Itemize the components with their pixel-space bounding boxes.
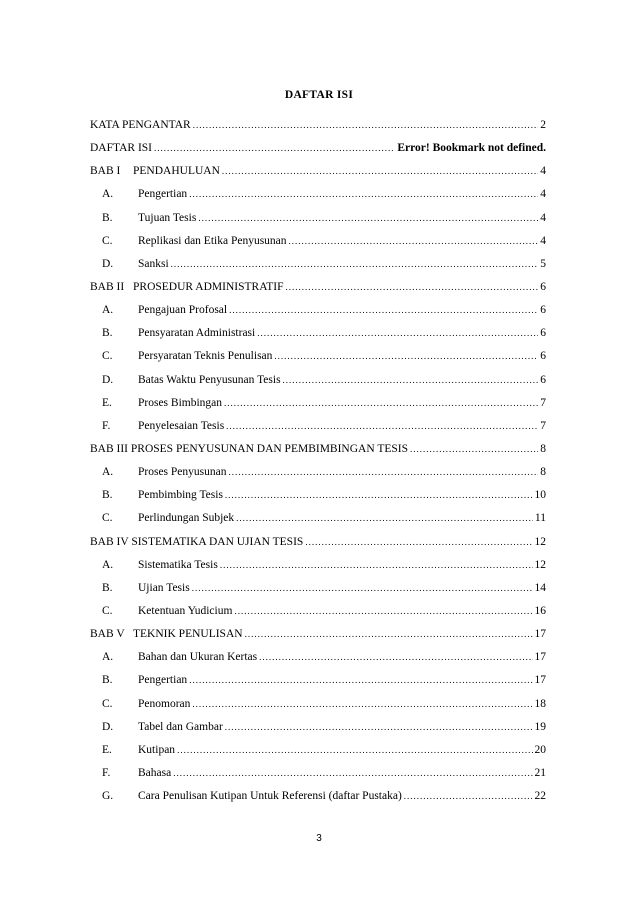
toc-entry-page: 6: [540, 327, 546, 340]
toc-entry-label: KATA PENGANTAR: [90, 119, 191, 131]
toc-entry-number: C.: [102, 350, 113, 363]
dot-leader: [189, 669, 532, 692]
toc-entry-number: BAB I: [90, 165, 121, 178]
toc-entry-label: BAB III PROSES PENYUSUNAN DAN PEMBIMBINGAN TESIS: [90, 442, 408, 455]
toc-entry-label: Tabel dan Gambar: [138, 720, 223, 733]
dot-leader: [220, 554, 533, 577]
toc-entry[interactable]: [90, 114, 546, 137]
toc-entry[interactable]: [90, 369, 546, 392]
dot-leader: [285, 276, 538, 299]
toc-entry-label: Pensyaratan Administrasi: [138, 327, 256, 340]
toc-entry-page: 6: [540, 373, 546, 386]
dot-leader: [154, 137, 395, 160]
toc-entry-page: 4: [540, 188, 546, 201]
toc-entry-label: Replikasi dan Etika Penyusunan: [138, 234, 287, 247]
toc-entry-label: TEKNIK PENULISAN: [133, 628, 243, 641]
toc-entry-page: 19: [534, 720, 546, 733]
toc-entry-number: C.: [102, 697, 113, 710]
toc-entry[interactable]: [90, 623, 546, 646]
toc-entry-label: Sistematika Tesis: [138, 558, 218, 571]
toc-entry-page: 4: [540, 234, 546, 247]
toc-entry-number: A.: [102, 558, 114, 571]
dot-leader: [173, 762, 532, 785]
toc-entry-number: A.: [102, 188, 114, 201]
dot-leader: [410, 438, 538, 461]
toc-entry-page: 8: [540, 442, 546, 455]
table-of-contents: [90, 114, 546, 808]
toc-entry-label: Proses Penyusunan: [138, 466, 227, 479]
toc-entry[interactable]: [90, 507, 546, 530]
toc-entry-label: PROSEDUR ADMINISTRATIF: [133, 280, 284, 293]
toc-entry[interactable]: [90, 646, 546, 669]
toc-entry-label: DAFTAR ISI: [90, 142, 153, 155]
toc-entry-number: G.: [102, 790, 114, 803]
dot-leader: [229, 461, 539, 484]
toc-entry-label: Ujian Tesis: [138, 581, 190, 594]
toc-entry-number: BAB V: [90, 628, 125, 641]
toc-entry[interactable]: [90, 415, 546, 438]
toc-entry-number: D.: [102, 720, 114, 733]
dot-leader: [189, 183, 538, 206]
toc-entry-number: B.: [102, 327, 113, 340]
toc-entry-page: 22: [534, 790, 546, 803]
dot-leader: [225, 484, 533, 507]
dot-leader: [236, 507, 533, 530]
toc-entry-label: Pengertian: [138, 674, 188, 687]
toc-entry-page: 6: [540, 350, 546, 363]
toc-entry-page: 12: [534, 535, 546, 548]
toc-entry[interactable]: [90, 230, 546, 253]
toc-entry[interactable]: [90, 669, 546, 692]
dot-leader: [229, 299, 538, 322]
toc-entry[interactable]: [90, 322, 546, 345]
toc-entry-label: Kutipan: [138, 743, 176, 756]
toc-entry-label: Persyaratan Teknis Penulisan: [138, 350, 273, 363]
dot-leader: [283, 369, 539, 392]
dot-leader: [198, 207, 538, 230]
toc-entry-label: Proses Bimbingan: [138, 396, 223, 409]
toc-entry-number: C.: [102, 512, 113, 525]
toc-entry-number: D.: [102, 373, 114, 386]
toc-entry-page: 17: [534, 628, 546, 641]
toc-entry-page: Error! Bookmark not defined.: [397, 142, 546, 155]
toc-entry[interactable]: [90, 693, 546, 716]
toc-entry-label: Penyelesaian Tesis: [138, 419, 225, 432]
toc-entry[interactable]: [90, 160, 546, 183]
toc-entry-label: Bahasa: [138, 766, 172, 779]
dot-leader: [192, 577, 533, 600]
toc-entry[interactable]: [90, 253, 546, 276]
toc-entry[interactable]: [90, 762, 546, 785]
page-number: 3: [316, 833, 322, 844]
dot-leader: [259, 646, 532, 669]
toc-entry[interactable]: [90, 183, 546, 206]
toc-entry-page: 17: [534, 674, 546, 687]
toc-entry-page: 6: [540, 280, 546, 293]
toc-entry-page: 4: [540, 165, 546, 178]
dot-leader: [305, 531, 532, 554]
toc-entry-label: Perlindungan Subjek: [138, 512, 235, 525]
toc-entry-page: 21: [534, 766, 546, 779]
toc-entry-number: B.: [102, 489, 113, 502]
dot-leader: [193, 114, 539, 137]
toc-entry[interactable]: [90, 785, 546, 808]
dot-leader: [192, 693, 532, 716]
toc-entry-label: Tujuan Tesis: [138, 211, 197, 224]
toc-entry-label: BAB IV SISTEMATIKA DAN UJIAN TESIS: [90, 535, 304, 548]
toc-entry-page: 4: [540, 211, 546, 224]
toc-entry-number: E.: [102, 743, 112, 756]
toc-entry-page: 7: [540, 396, 546, 409]
dot-leader: [234, 600, 532, 623]
toc-entry-label: Ketentuan Yudicium: [138, 604, 233, 617]
toc-entry[interactable]: [90, 554, 546, 577]
toc-entry-page: 16: [534, 604, 546, 617]
toc-entry-number: B.: [102, 674, 113, 687]
toc-entry[interactable]: [90, 207, 546, 230]
toc-entry-number: F.: [102, 419, 111, 432]
toc-entry-page: 17: [534, 651, 546, 664]
toc-entry-number: C.: [102, 604, 113, 617]
toc-entry-number: A.: [102, 304, 114, 317]
dot-leader: [224, 392, 538, 415]
toc-entry[interactable]: [90, 577, 546, 600]
toc-entry-page: 20: [534, 743, 546, 756]
toc-entry-label: Batas Waktu Penyusunan Tesis: [138, 373, 281, 386]
toc-entry[interactable]: [90, 438, 546, 461]
toc-entry-number: BAB II: [90, 280, 125, 293]
toc-entry[interactable]: [90, 299, 546, 322]
dot-leader: [289, 230, 539, 253]
toc-entry-page: 5: [540, 257, 546, 270]
toc-entry-label: PENDAHULUAN: [133, 165, 220, 178]
toc-entry[interactable]: [90, 484, 546, 507]
toc-entry-page: 14: [534, 581, 546, 594]
toc-entry-label: Pengajuan Profosal: [138, 304, 228, 317]
dot-leader: [245, 623, 533, 646]
toc-entry-number: A.: [102, 651, 114, 664]
toc-entry-label: Pengertian: [138, 188, 188, 201]
dot-leader: [225, 716, 533, 739]
toc-entry-number: F.: [102, 766, 111, 779]
toc-entry[interactable]: [90, 345, 546, 368]
toc-entry-label: Penomoran: [138, 697, 191, 710]
toc-entry[interactable]: [90, 739, 546, 762]
toc-entry-number: B.: [102, 211, 113, 224]
toc-entry-label: Bahan dan Ukuran Kertas: [138, 651, 258, 664]
dot-leader: [177, 739, 532, 762]
dot-leader: [222, 160, 538, 183]
dot-leader: [171, 253, 539, 276]
toc-entry[interactable]: [90, 600, 546, 623]
toc-entry-page: 6: [540, 304, 546, 317]
toc-entry[interactable]: [90, 392, 546, 415]
toc-entry-page: 2: [540, 119, 546, 131]
toc-entry-page: 18: [534, 697, 546, 710]
toc-entry-label: Cara Penulisan Kutipan Untuk Referensi (daftar Pustaka): [138, 790, 402, 803]
toc-entry[interactable]: [90, 137, 546, 160]
dot-leader: [404, 785, 533, 808]
toc-entry-page: 11: [534, 512, 546, 525]
dot-leader: [257, 322, 538, 345]
toc-entry[interactable]: [90, 716, 546, 739]
dot-leader: [274, 345, 538, 368]
toc-entry[interactable]: [90, 276, 546, 299]
toc-entry-label: Sanksi: [138, 257, 169, 270]
toc-entry-number: C.: [102, 234, 113, 247]
toc-entry-page: 10: [534, 489, 546, 502]
toc-entry-page: 12: [534, 558, 546, 571]
toc-entry-page: 7: [540, 419, 546, 432]
page-title: DAFTAR ISI: [284, 89, 354, 101]
toc-entry-number: D.: [102, 257, 114, 270]
toc-entry-number: E.: [102, 396, 112, 409]
dot-leader: [226, 415, 538, 438]
toc-entry[interactable]: [90, 461, 546, 484]
toc-entry-number: B.: [102, 581, 113, 594]
toc-entry-label: Pembimbing Tesis: [138, 489, 223, 502]
toc-entry-page: 8: [540, 466, 546, 479]
toc-entry[interactable]: [90, 531, 546, 554]
toc-entry-number: A.: [102, 466, 114, 479]
